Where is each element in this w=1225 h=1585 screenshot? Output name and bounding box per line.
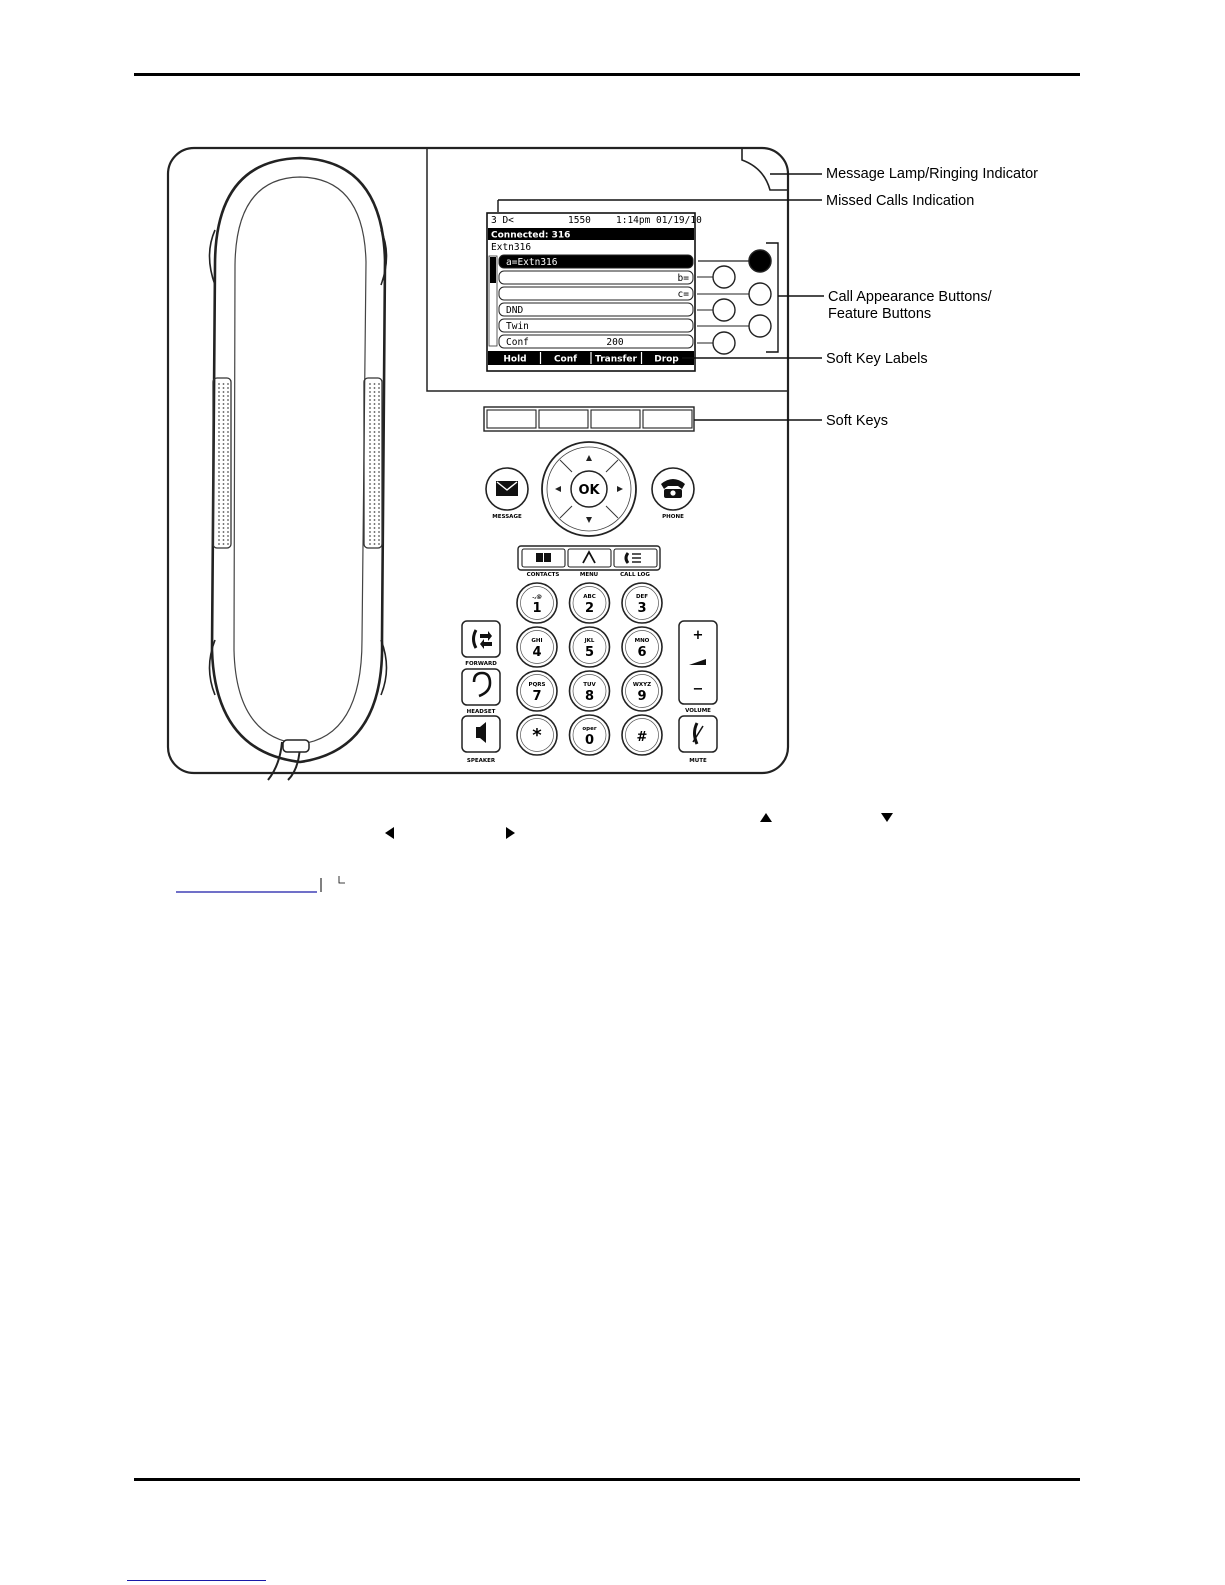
callout-call-appearance-2: Feature Buttons (828, 306, 932, 322)
call-appearance-label-left: DND (506, 305, 524, 316)
volume-down-icon[interactable]: − (692, 682, 704, 697)
function-keys (518, 546, 660, 578)
key-digit: 4 (532, 645, 542, 660)
headset-label: HEADSET (466, 709, 496, 715)
key-letters: WXYZ (632, 682, 652, 688)
key-digit: # (636, 730, 648, 745)
key-7[interactable] (517, 671, 557, 711)
forward-button[interactable] (462, 621, 500, 657)
soft-key-label: Hold (503, 354, 527, 365)
handset (210, 158, 387, 780)
call-appearance-label-left: Twin (506, 321, 529, 332)
soft-key-label: Drop (654, 354, 679, 365)
key-letters: TUV (583, 682, 596, 688)
key-letters: DEF (635, 594, 649, 600)
key-star[interactable] (517, 715, 557, 755)
left-triangle-icon (385, 827, 394, 839)
volume-label: VOLUME (685, 708, 711, 714)
key-digit: * (532, 725, 542, 746)
side-buttons-left (462, 621, 500, 764)
call-appearance-button-2[interactable] (713, 266, 735, 288)
key-3[interactable] (622, 583, 662, 623)
menu-label: MENU (579, 572, 599, 578)
call-appearance-label (499, 271, 693, 284)
callout-call-appearance-1: Call Appearance Buttons/ (828, 289, 992, 305)
key-digit: 8 (584, 689, 595, 704)
call-appearance-label-right: c= (677, 289, 689, 300)
mute-label: MUTE (689, 758, 707, 764)
call-appearance-label-left: a=Extn316 (506, 257, 558, 268)
extn-line: Extn316 (491, 242, 532, 253)
callout-soft-keys: Soft Keys (826, 413, 889, 429)
soft-key-label: Conf (553, 354, 578, 365)
key-0[interactable] (570, 715, 610, 755)
status-extension: 1550 (568, 215, 591, 226)
status-left: 3 D< (491, 215, 514, 226)
soft-keys (484, 407, 694, 431)
soft-key-3[interactable] (591, 410, 640, 428)
up-triangle-icon (760, 813, 772, 822)
side-buttons-right (679, 621, 717, 764)
key-digit: 1 (532, 601, 542, 616)
key-digit: 0 (584, 733, 595, 748)
key-2[interactable] (570, 583, 610, 623)
volume-up-icon[interactable]: + (692, 628, 704, 643)
contacts-label: CONTACTS (526, 572, 560, 578)
key-8[interactable] (570, 671, 610, 711)
forward-label: FORWARD (465, 661, 497, 667)
key-digit: 7 (532, 689, 542, 704)
phone-button[interactable] (652, 468, 694, 510)
speaker-label: SPEAKER (466, 758, 496, 764)
footer-link-underline[interactable] (127, 1580, 266, 1581)
key-9[interactable] (622, 671, 662, 711)
call-appearance-button-4[interactable] (713, 299, 735, 321)
callout-missed-calls: Missed Calls Indication (826, 193, 975, 209)
key-letters: GHI (531, 638, 543, 644)
key-letters: MNO (634, 638, 650, 644)
contacts-book-icon (536, 553, 551, 562)
key-1[interactable] (517, 583, 557, 623)
key-digit: 9 (637, 689, 647, 704)
soft-key-label: Transfer (595, 354, 637, 365)
ok-label: OK (578, 483, 600, 498)
key-letters: PQRS (528, 682, 546, 688)
key-letters: .,@ (532, 594, 542, 600)
call-appearance-button-3[interactable] (749, 283, 771, 305)
key-6[interactable] (622, 627, 662, 667)
soft-key-4[interactable] (643, 410, 692, 428)
key-hash[interactable] (622, 715, 662, 755)
key-letters: JKL (584, 638, 595, 644)
call-appearance-label-right: b= (677, 273, 689, 284)
call-appearance-label (499, 303, 693, 316)
key-letters: ABC (583, 594, 596, 600)
connected-line: Connected: 316 (491, 230, 571, 241)
key-5[interactable] (570, 627, 610, 667)
call-appearance-label-right: 200 (606, 337, 624, 348)
call-appearance-button-1[interactable] (749, 250, 771, 272)
call-appearance-button-5[interactable] (749, 315, 771, 337)
soft-key-1[interactable] (487, 410, 536, 428)
key-4[interactable] (517, 627, 557, 667)
key-digit: 5 (584, 645, 595, 660)
page-corner-icon (339, 876, 345, 883)
key-letters: oper (582, 726, 597, 732)
callout-message-lamp: Message Lamp/Ringing Indicator (826, 166, 1038, 182)
call-appearance-button-6[interactable] (713, 332, 735, 354)
headset-button[interactable] (462, 669, 500, 705)
down-triangle-icon (881, 813, 893, 822)
key-digit: 6 (637, 645, 647, 660)
call-appearance-label-left: Conf (506, 337, 529, 348)
message-button[interactable] (486, 468, 528, 510)
key-digit: 3 (637, 601, 647, 616)
soft-key-2[interactable] (539, 410, 588, 428)
call-appearance-label (499, 287, 693, 300)
message-label: MESSAGE (492, 514, 522, 520)
callout-soft-key-labels: Soft Key Labels (826, 351, 928, 367)
status-datetime: 1:14pm 01/19/10 (616, 215, 702, 226)
key-digit: 2 (584, 601, 595, 616)
phone-label: PHONE (662, 514, 684, 520)
right-triangle-icon (506, 827, 515, 839)
lcd-screen (487, 213, 702, 371)
navigation-cluster (542, 442, 636, 536)
call-log-label: CALL LOG (620, 572, 650, 578)
